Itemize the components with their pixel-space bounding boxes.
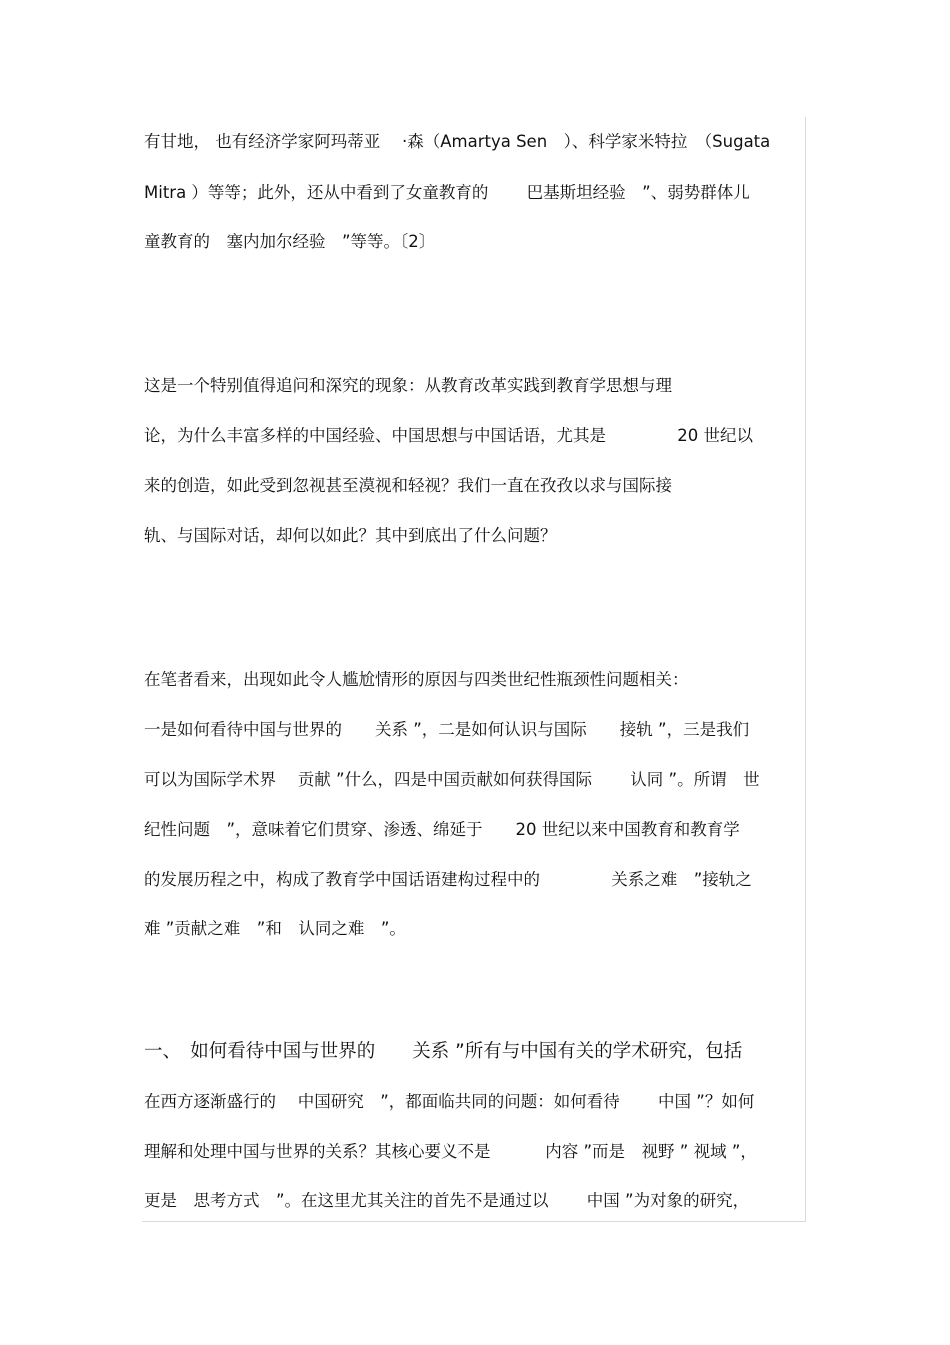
text-line-13: 难 ”贡献之难 ”和 认同之难 ”。 bbox=[144, 919, 406, 938]
text-line-1: 有甘地， 也有经济学家阿玛蒂亚 ·森（Amartya Sen ）、科学家米特拉 （Sugata bbox=[144, 132, 771, 151]
text-line-16: 理解和处理中国与世界的关系？其核心要义不是 内容 ”而是 视野 ” 视域 ”， bbox=[144, 1142, 757, 1161]
text-line-7: 轨、与国际对话，却何以如此？其中到底出了什么问题？ bbox=[144, 526, 557, 545]
text-line-15: 在西方逐渐盛行的 中国研究 ”，都面临共同的问题：如何看待 中国 ”？如何 bbox=[144, 1092, 755, 1111]
section-heading-line: 一、 如何看待中国与世界的 关系 ”所有与中国有关的学术研究，包括 bbox=[144, 1041, 743, 1062]
text-line-11: 纪性问题 ”，意味着它们贯穿、渗透、绵延于 20 世纪以来中国教育和教育学 bbox=[144, 820, 740, 839]
text-line-10: 可以为国际学术界 贡献 ”什么，四是中国贡献如何获得国际 认同 ”。所谓 世 bbox=[144, 770, 760, 789]
text-line-17: 更是 思考方式 ”。在这里尤其关注的首先不是通过以 中国 ”为对象的研究， bbox=[144, 1191, 750, 1210]
text-line-8: 在笔者看来，出现如此令人尴尬情形的原因与四类世纪性瓶颈性问题相关： bbox=[144, 670, 689, 689]
text-line-9: 一是如何看待中国与世界的 关系 ”，二是如何认识与国际 接轨 ”，三是我们 bbox=[144, 720, 750, 739]
text-line-3: 童教育的 塞内加尔经验 ”等等。〔2〕 bbox=[144, 232, 436, 251]
text-line-6: 来的创造，如此受到忽视甚至漠视和轻视？我们一直在孜孜以求与国际接 bbox=[144, 476, 672, 495]
text-line-2: Mitra ）等等；此外，还从中看到了女童教育的 巴基斯坦经验 ”、弱势群体儿 bbox=[144, 183, 750, 202]
text-line-5: 论，为什么丰富多样的中国经验、中国思想与中国话语，尤其是 20 世纪以 bbox=[144, 426, 753, 445]
text-line-4: 这是一个特别值得追问和深究的现象：从教育改革实践到教育学思想与理 bbox=[144, 376, 672, 395]
text-line-12: 的发展历程之中，构成了教育学中国话语建构过程中的 关系之难 ”接轨之 bbox=[144, 870, 752, 889]
